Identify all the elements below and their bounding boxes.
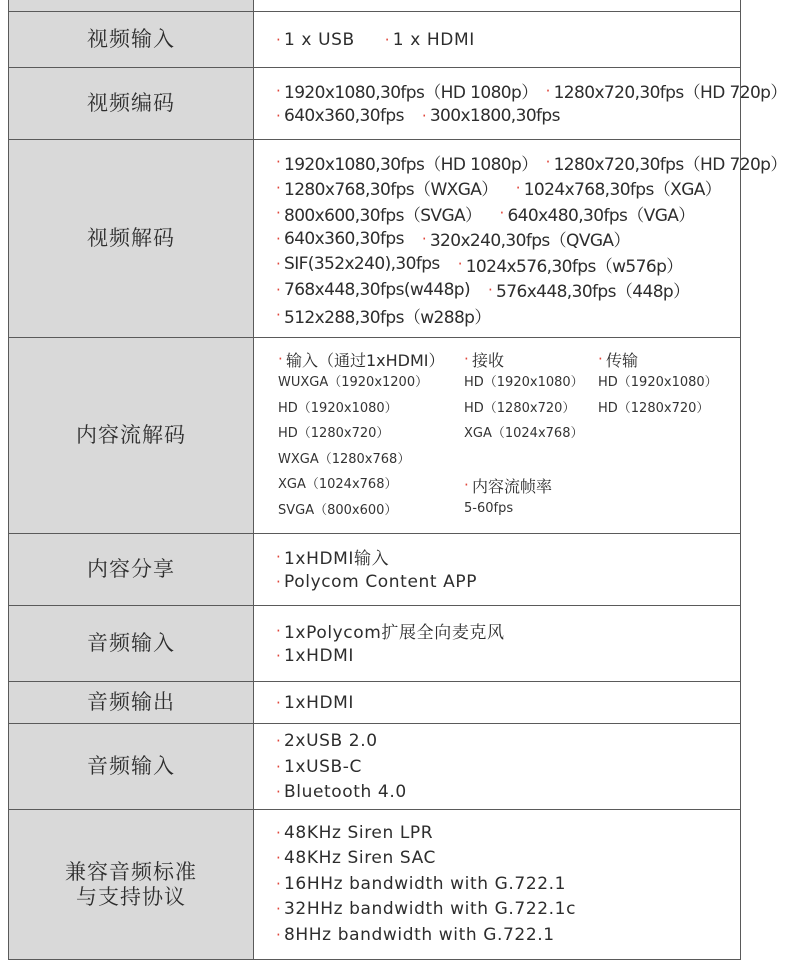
list-item [276, 280, 470, 300]
bullet-icon: · [421, 229, 426, 248]
row-label: 视频编码 [9, 68, 254, 140]
row-value [254, 682, 741, 724]
list-item [276, 78, 538, 103]
item-text: SIF(352x240),30fps [284, 254, 440, 274]
item-text: 768x448,30fps(w448p) [284, 279, 471, 300]
list-item: SVGA（800x600） [278, 502, 398, 518]
content-decode-grid [254, 338, 740, 533]
item-text: 1024x576,30fps（w576p） [465, 256, 683, 277]
list-item: HD（1280x720） [464, 400, 576, 416]
table-row-video-encode [9, 68, 741, 140]
bullet-icon: · [488, 280, 493, 299]
content-framerate-title [464, 474, 584, 496]
row-value [254, 140, 787, 338]
item-text: Bluetooth 4.0 [284, 782, 407, 802]
bullet-icon: · [276, 204, 281, 222]
list-item: HD（1920x1080） [278, 400, 398, 416]
list-item [276, 899, 576, 919]
list-item [516, 175, 722, 200]
content-input-title [278, 348, 445, 370]
row-label: 音频输入 [9, 606, 254, 682]
row-label: 视频解码 [9, 140, 254, 338]
row-label [9, 810, 254, 960]
list-item [276, 693, 354, 713]
bullet-icon: · [276, 107, 281, 126]
item-text: 512x288,30fps（w288p） [284, 307, 491, 328]
bullet-icon: · [276, 757, 282, 776]
list-item [276, 175, 498, 200]
list-item [385, 30, 475, 50]
list-item [276, 30, 355, 50]
heading-text: 内容流帧率 [472, 476, 553, 496]
item-text: 8HHz bandwidth with G.722.1 [284, 924, 555, 945]
item-text: 1920x1080,30fps（HD 1080p） [284, 154, 538, 175]
list-item: HD（1280x720） [278, 426, 390, 441]
bullet-icon: · [276, 280, 281, 299]
item-text: 1280x720,30fps（HD 720p） [553, 154, 787, 175]
bullet-icon: · [276, 255, 281, 273]
row-value [254, 810, 741, 960]
list-item [276, 618, 505, 643]
item-text: 1280x768,30fps（WXGA） [284, 180, 498, 200]
spec-table [8, 0, 787, 960]
row-label: 视频输入 [9, 12, 254, 68]
bullet-icon: · [499, 204, 504, 222]
list-item [276, 201, 481, 226]
bullet-icon: · [276, 849, 282, 868]
item-text: 640x360,30fps [284, 228, 404, 249]
item-text: 640x480,30fps（VGA） [507, 205, 695, 226]
list-item [276, 229, 404, 249]
row-label: 内容流解码 [9, 338, 254, 534]
item-text: 320x240,30fps（QVGA） [429, 231, 630, 251]
bullet-icon: · [276, 573, 282, 592]
table-row-content-share [9, 534, 741, 606]
item-text: 1 x USB [284, 29, 355, 50]
content-transmit-title [598, 348, 718, 370]
heading-text: 输入（通过1xHDMI） [286, 350, 445, 370]
list-item: XGA（1024x768） [278, 477, 398, 492]
list-item [276, 303, 491, 328]
value-cell-empty [254, 0, 741, 12]
bullet-icon: · [464, 350, 469, 368]
bullet-icon: · [276, 693, 282, 712]
list-item: HD（1920x1080） [598, 375, 718, 390]
bullet-icon: · [276, 81, 281, 100]
row-label: 内容分享 [9, 534, 254, 606]
list-item: HD（1920x1080） [464, 375, 584, 390]
bullet-icon: · [276, 874, 282, 893]
bullet-icon: · [276, 783, 282, 801]
bullet-icon: · [545, 153, 550, 171]
item-text: 2xUSB 2.0 [284, 731, 378, 751]
table-row-audio-output [9, 682, 741, 724]
bullet-icon: · [464, 476, 469, 494]
item-text: 1280x720,30fps（HD 720p） [553, 83, 787, 104]
list-item [422, 226, 630, 251]
bullet-icon: · [384, 30, 391, 49]
list-item [546, 78, 787, 103]
table-row-content-decode [9, 338, 741, 534]
bullet-icon: · [278, 350, 283, 368]
item-text: 1 x HDMI [392, 29, 475, 50]
bullet-icon: · [421, 107, 426, 126]
item-text: 16HHz bandwidth with G.722.1 [284, 873, 567, 894]
list-item [488, 277, 689, 302]
item-text: 1xUSB-C [284, 756, 362, 777]
row-label: 音频输入 [9, 724, 254, 810]
item-text: Polycom Content APP [284, 572, 478, 593]
item-text: 1xPolycom扩展全向麦克风 [284, 623, 505, 644]
row-label-line: 兼容音频标准 [65, 859, 197, 884]
content-input-column [278, 348, 445, 523]
list-item [276, 823, 433, 843]
list-item: WXGA（1280x768） [278, 451, 411, 467]
list-item [276, 757, 362, 777]
item-text: 48KHz Siren SAC [284, 848, 436, 869]
table-row-video-decode [9, 140, 741, 338]
framerate-value: 5-60fps [464, 501, 514, 516]
list-item: WUXGA（1920x1200） [278, 375, 429, 390]
row-value [254, 338, 741, 534]
bullet-icon: · [276, 647, 282, 666]
item-text: 1920x1080,30fps（HD 1080p） [284, 83, 538, 104]
bullet-icon: · [276, 732, 282, 750]
bullet-icon: · [276, 30, 282, 49]
bullet-icon: · [276, 925, 282, 944]
row-value [254, 606, 741, 682]
item-text: 576x448,30fps（448p） [496, 282, 690, 302]
row-label: 音频输出 [9, 682, 254, 724]
table-row-top-partial [9, 0, 741, 12]
bullet-icon: · [276, 547, 282, 566]
table-row-video-input [9, 12, 741, 68]
item-text: 640x360,30fps [284, 106, 404, 127]
bullet-icon: · [598, 350, 603, 368]
content-receive-column [464, 348, 584, 522]
bullet-icon: · [276, 153, 281, 171]
label-cell-empty [9, 0, 254, 12]
item-text: 1024x768,30fps（XGA） [523, 180, 722, 200]
row-value [254, 724, 741, 810]
list-item [276, 254, 440, 274]
content-receive-title [464, 348, 584, 370]
item-text: 300x1800,30fps [429, 106, 560, 127]
list-item: HD（1280x720） [598, 400, 710, 416]
row-label-line: 与支持协议 [76, 884, 186, 909]
item-text: 1xHDMI [284, 646, 355, 667]
list-item [276, 925, 555, 945]
bullet-icon: · [457, 255, 462, 273]
list-item [276, 874, 566, 894]
list-item [276, 848, 436, 868]
table-row-audio-input-1 [9, 606, 741, 682]
list-item: XGA（1024x768） [464, 426, 584, 441]
heading-text: 接收 [472, 350, 505, 370]
list-item [499, 201, 694, 226]
content-transmit-column [598, 348, 718, 421]
item-text: 1xHDMI输入 [284, 549, 390, 570]
bullet-icon: · [276, 621, 282, 640]
list-item [276, 646, 354, 666]
bullet-icon: · [515, 178, 520, 197]
list-item [276, 731, 378, 751]
item-text: 48KHz Siren LPR [284, 822, 434, 843]
item-text: 800x600,30fps（SVGA） [284, 205, 482, 226]
bullet-icon: · [276, 900, 282, 919]
list-item [276, 572, 477, 592]
list-item [276, 150, 538, 175]
item-text: 1xHDMI [284, 692, 355, 713]
bullet-icon: · [276, 823, 282, 842]
list-item [458, 252, 683, 277]
list-item [276, 544, 389, 569]
row-value [254, 68, 787, 140]
bullet-icon: · [276, 229, 281, 248]
table-row-audio-standards [9, 810, 741, 960]
bullet-icon: · [276, 306, 281, 324]
list-item [422, 106, 560, 126]
bullet-icon: · [276, 178, 281, 197]
bullet-icon: · [545, 81, 550, 100]
table-row-audio-input-2 [9, 724, 741, 810]
list-item [546, 150, 787, 175]
heading-text: 传输 [606, 350, 639, 370]
list-item [276, 106, 404, 126]
item-text: 32HHz bandwidth with G.722.1c [284, 899, 577, 920]
row-value [254, 12, 741, 68]
row-value [254, 534, 741, 606]
list-item [276, 782, 407, 802]
